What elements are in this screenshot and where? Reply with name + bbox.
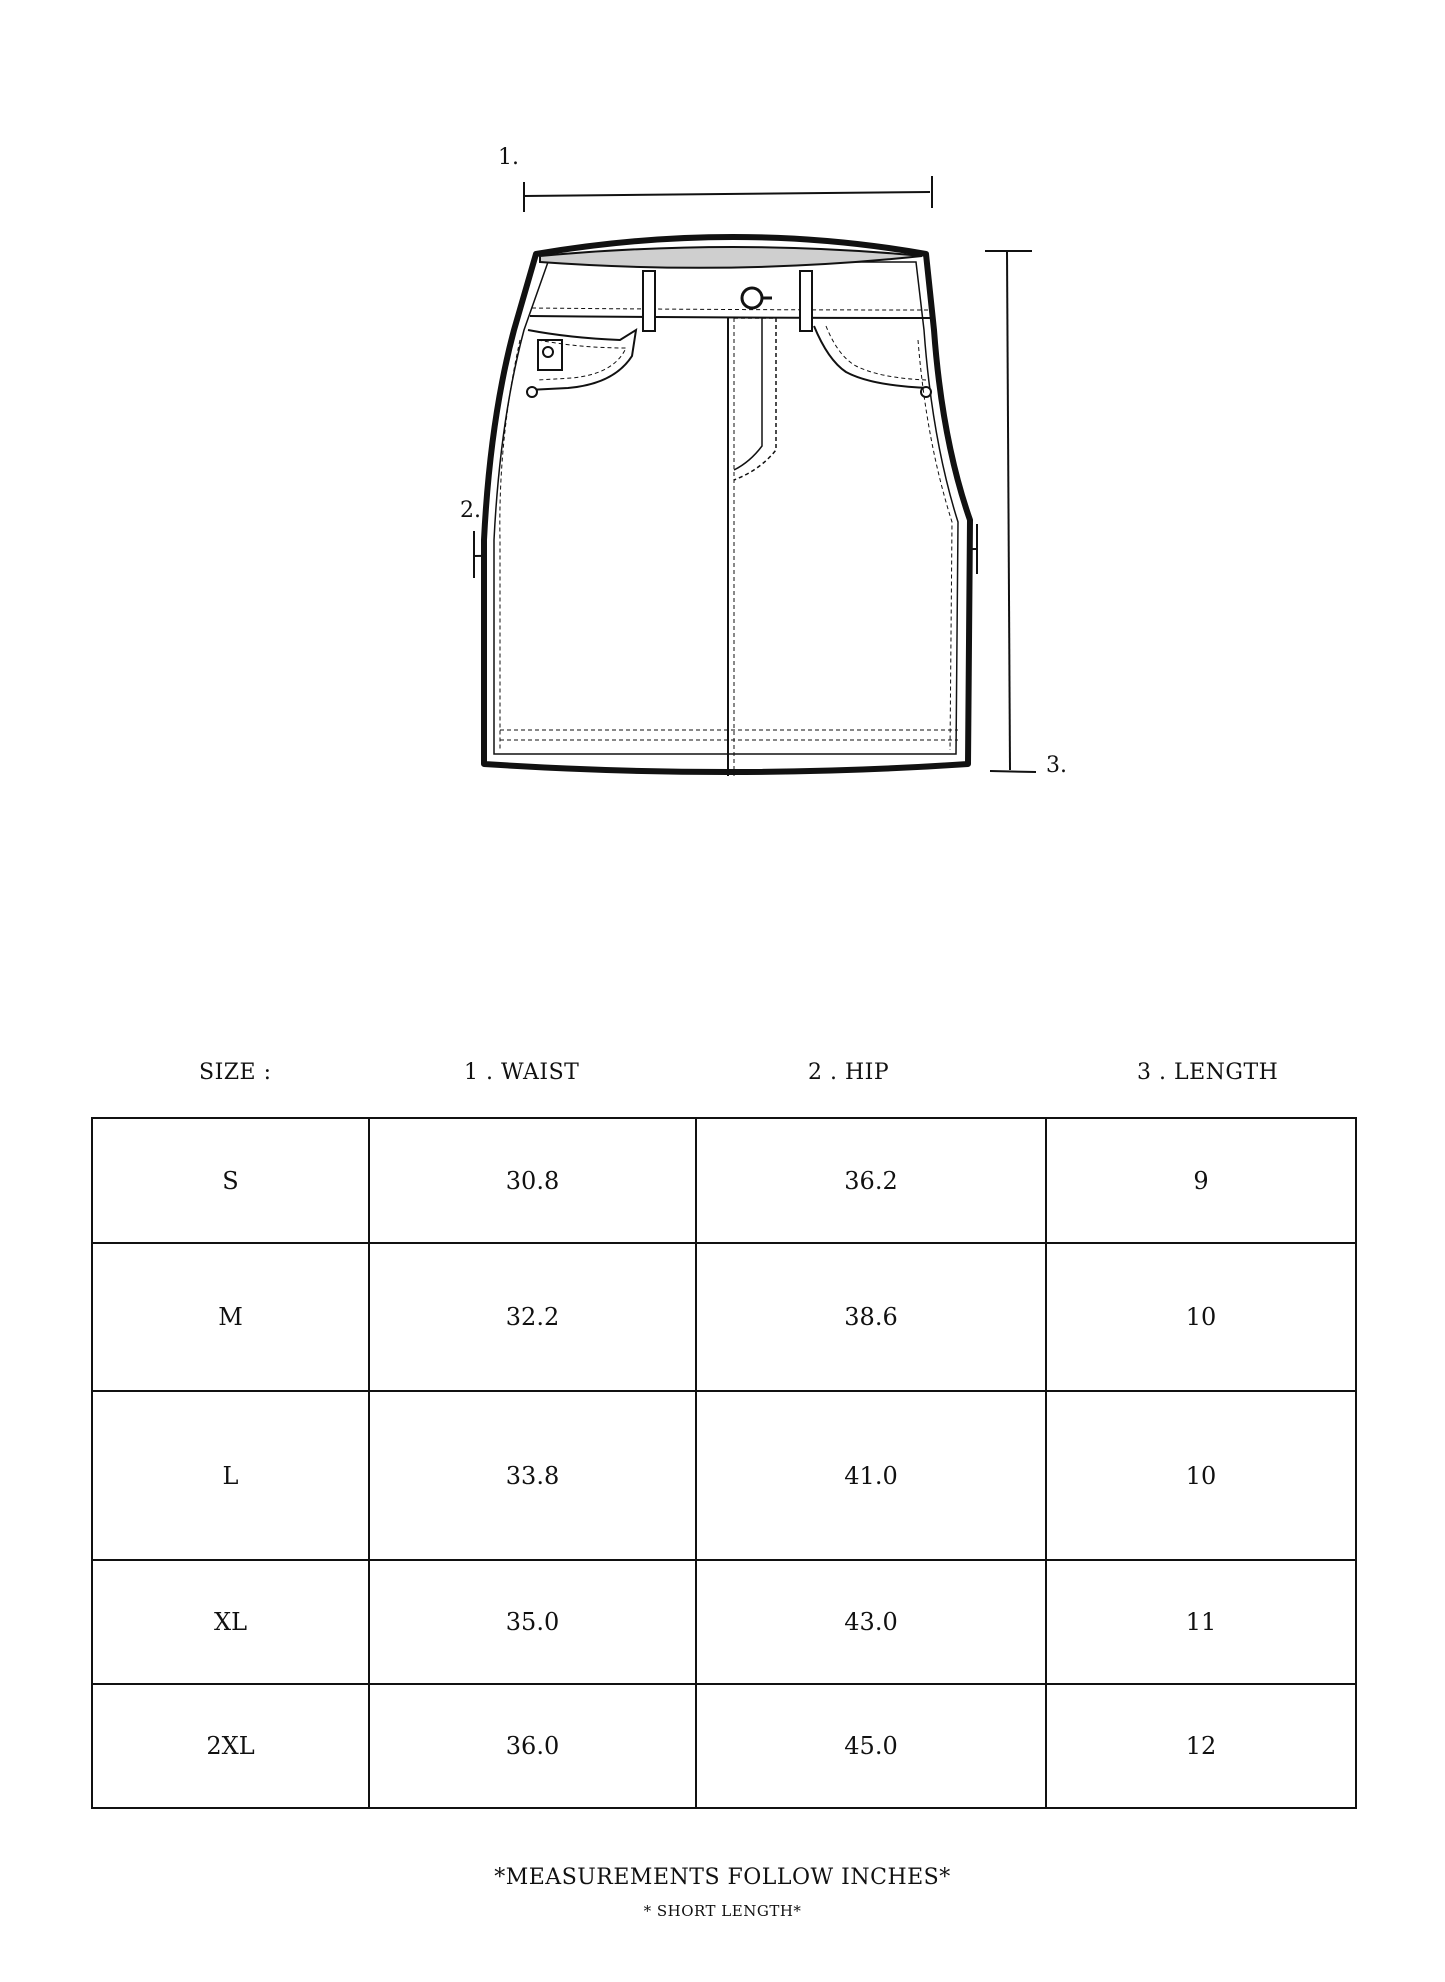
cell-waist: 35.0	[369, 1560, 696, 1684]
waist-measure-line	[524, 176, 932, 212]
belt-loop	[800, 271, 812, 331]
header-length: 3 . LENGTH	[1137, 1060, 1279, 1085]
table-row	[92, 1118, 1356, 1243]
cell-hip: 38.6	[696, 1243, 1046, 1391]
cell-size: 2XL	[92, 1684, 369, 1808]
cell-length: 9	[1046, 1118, 1356, 1243]
button-icon	[742, 288, 762, 308]
table-row	[92, 1243, 1356, 1391]
cell-hip: 45.0	[696, 1684, 1046, 1808]
table-row	[92, 1391, 1356, 1560]
cell-length: 10	[1046, 1391, 1356, 1560]
waist-label: 1.	[498, 145, 519, 170]
cell-size: XL	[92, 1560, 369, 1684]
hip-label: 2.	[460, 498, 481, 523]
cell-size: M	[92, 1243, 369, 1391]
cell-waist: 30.8	[369, 1118, 696, 1243]
skirt-flat-sketch-icon	[0, 0, 1445, 860]
table-row	[92, 1684, 1356, 1808]
belt-loop	[643, 271, 655, 331]
cell-waist: 36.0	[369, 1684, 696, 1808]
length-label: 3.	[1046, 753, 1067, 778]
length-measure-line	[985, 251, 1036, 772]
cell-size: S	[92, 1118, 369, 1243]
cell-length: 11	[1046, 1560, 1356, 1684]
header-hip: 2 . HIP	[808, 1060, 890, 1085]
cell-waist: 33.8	[369, 1391, 696, 1560]
units-note: *MEASUREMENTS FOLLOW INCHES*	[494, 1865, 951, 1890]
cell-hip: 43.0	[696, 1560, 1046, 1684]
cell-hip: 36.2	[696, 1118, 1046, 1243]
cell-length: 10	[1046, 1243, 1356, 1391]
cell-waist: 32.2	[369, 1243, 696, 1391]
cell-hip: 41.0	[696, 1391, 1046, 1560]
length-note: * SHORT LENGTH*	[643, 1902, 802, 1920]
cell-size: L	[92, 1391, 369, 1560]
table-row	[92, 1560, 1356, 1684]
header-waist: 1 . WAIST	[464, 1060, 580, 1085]
size-table	[91, 1117, 1357, 1809]
skirt-diagram	[0, 0, 1445, 860]
table-header	[91, 1060, 1355, 1100]
header-size: SIZE :	[199, 1060, 272, 1085]
cell-length: 12	[1046, 1684, 1356, 1808]
